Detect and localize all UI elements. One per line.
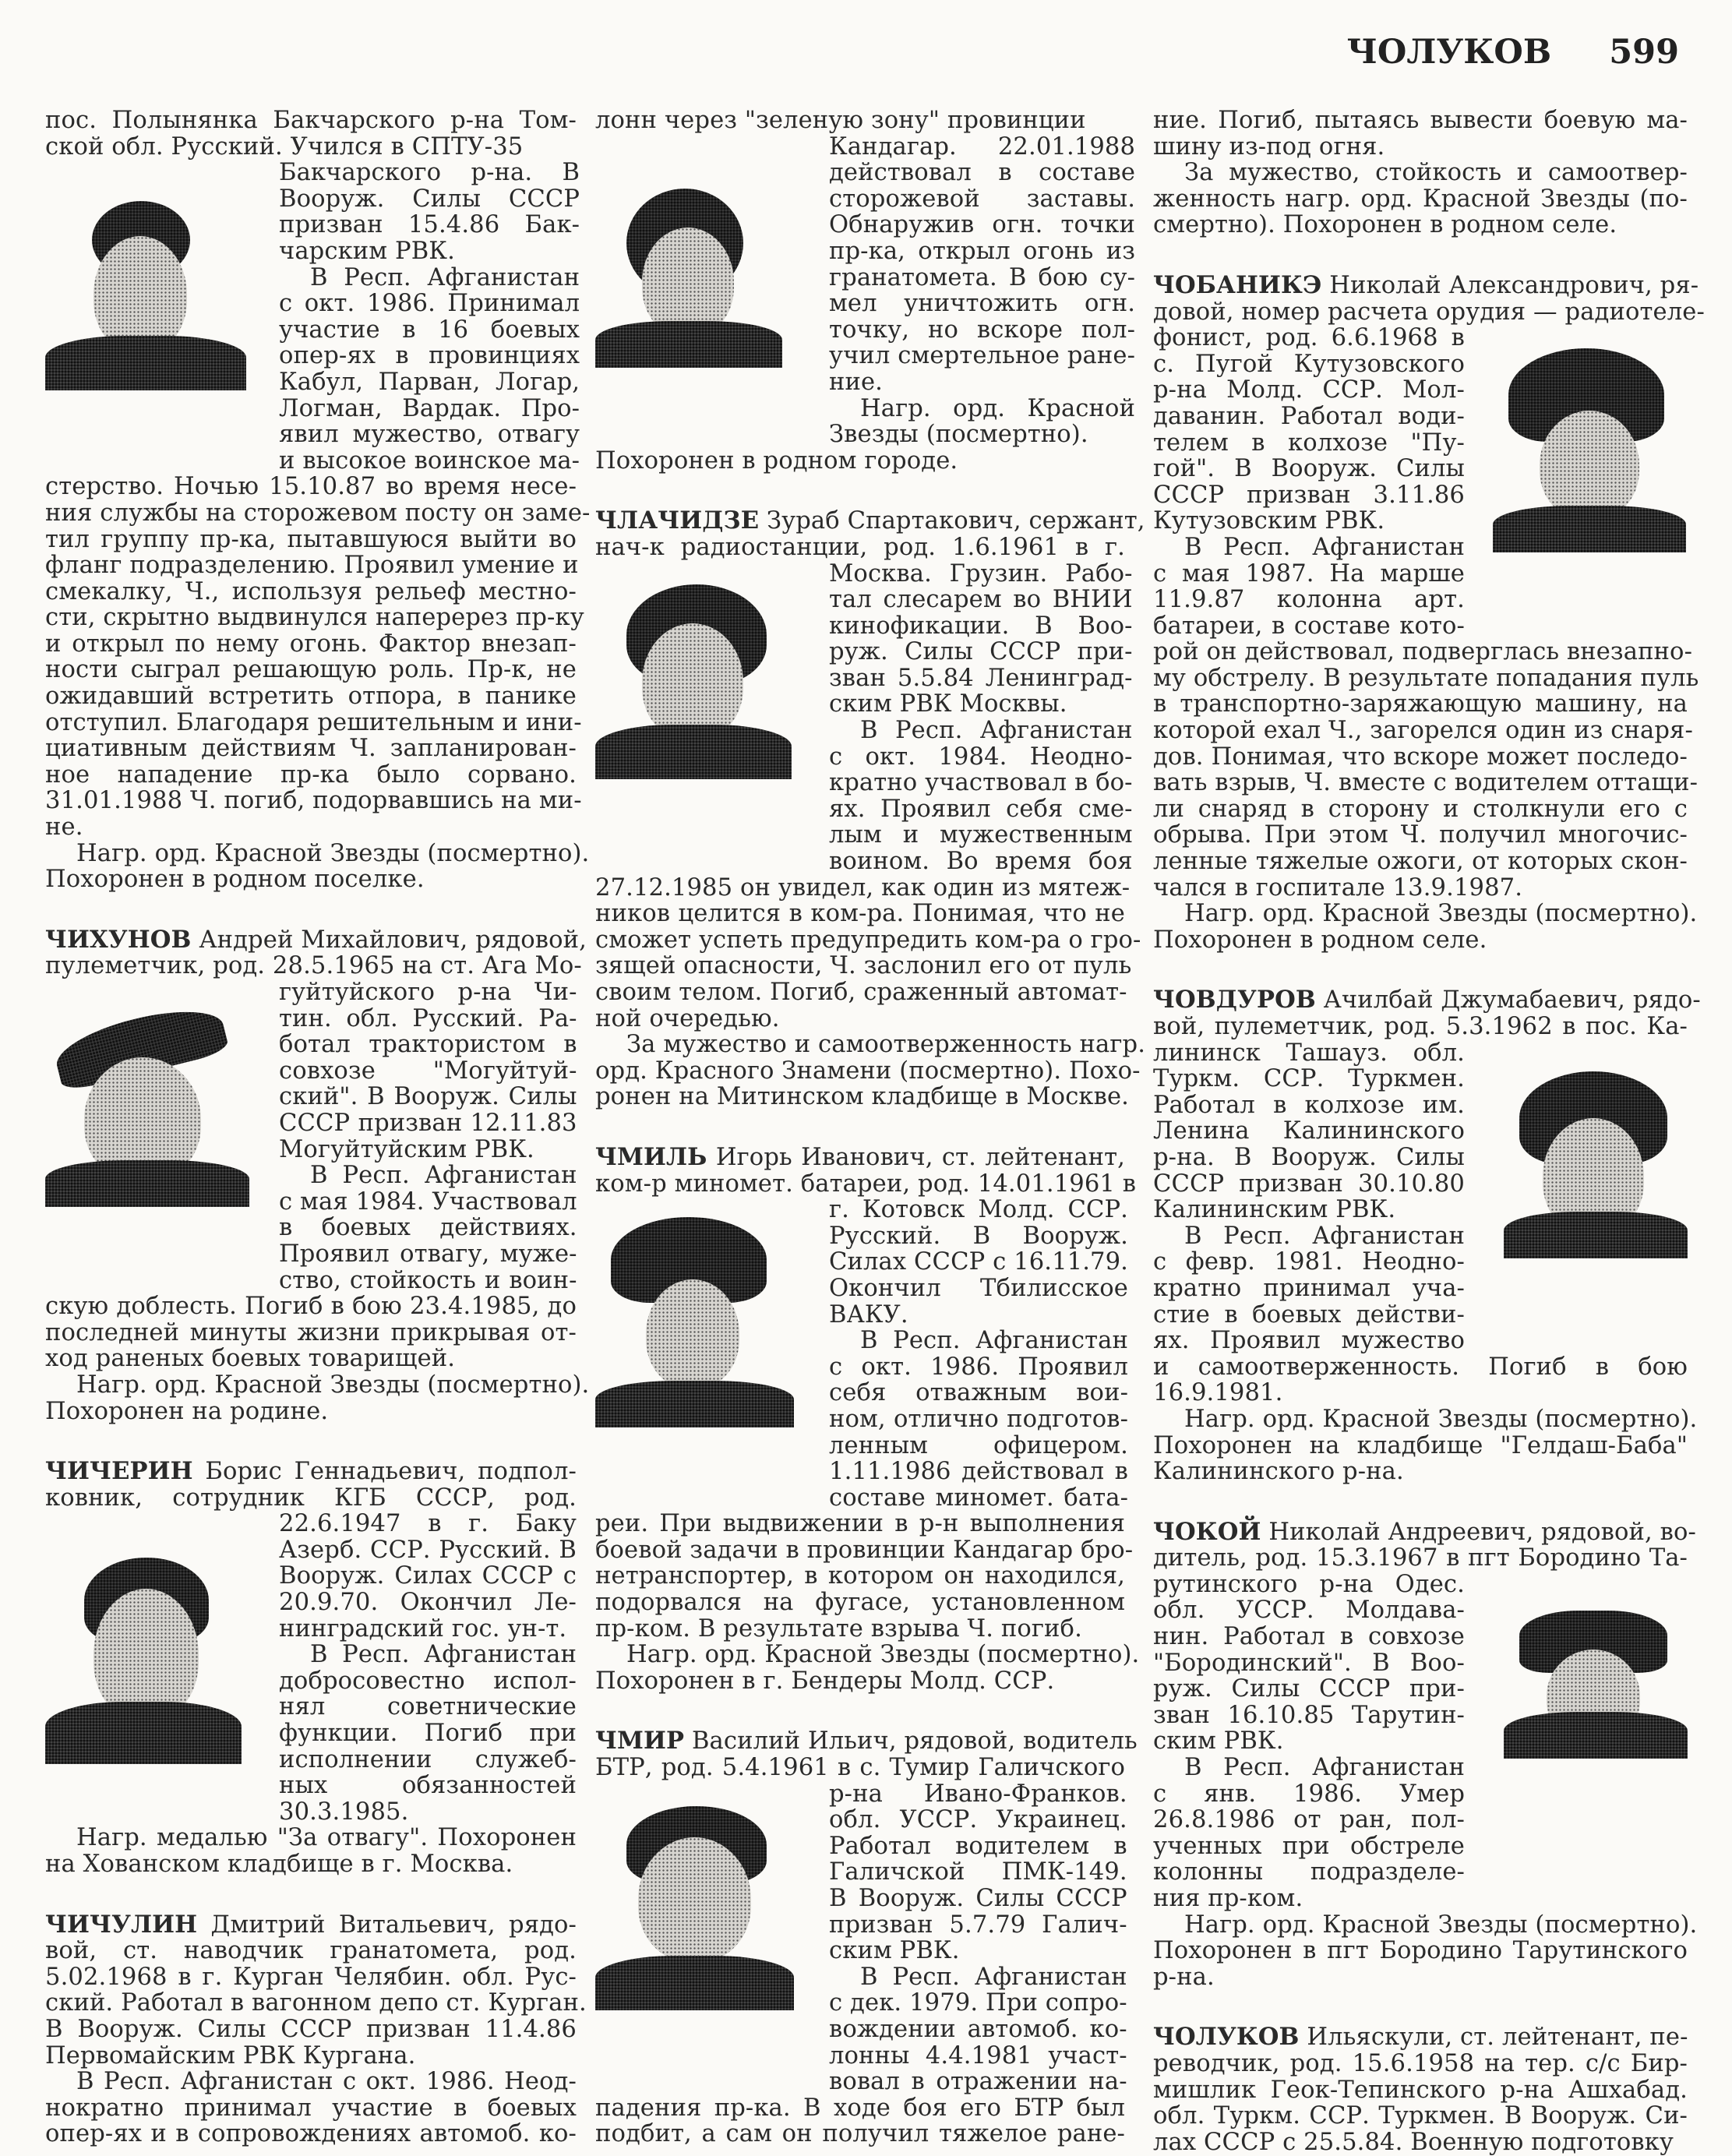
text-line: 26.8.1986 от ран, пол- (1153, 1806, 1465, 1834)
text-line: даванин. Работал води- (1153, 402, 1465, 430)
text-line: составе миномет. бата- (829, 1484, 1129, 1512)
text-line: ния пр-ком. (1153, 1885, 1303, 1912)
text-line: пр-ка, открыл огонь из (829, 237, 1136, 265)
text-line: ЧОКОЙ Николай Андреевич, рядовой, во- (1153, 1517, 1696, 1546)
cont-side (279, 160, 580, 474)
column-1 (45, 107, 591, 2148)
text-line: Нагр. орд. Красной Звезды (посмертно). (1184, 900, 1698, 928)
text-line: Нагр. орд. Красной Звезды (посмертно). (626, 1641, 1140, 1669)
text-line: ние. Погиб, пытаясь вывести боевую ма- (1153, 107, 1688, 134)
text-line: зван 5.5.84 Ленинград- (829, 664, 1133, 692)
entry-cholukov (1153, 2024, 1688, 2155)
text-line: с окт. 1986. Проявил (829, 1353, 1129, 1381)
text-line: 16.9.1981. (1153, 1379, 1283, 1407)
text-line: руж. Силы СССР при- (1153, 1675, 1465, 1703)
text-line: Нагр. орд. Красной Звезды (посмертно). (1184, 1911, 1698, 1939)
text-line: В Респ. Афганистан (1184, 1222, 1465, 1250)
text-line: с янв. 1986. Умер (1153, 1780, 1465, 1808)
text-line: лонны 4.4.1981 участ- (829, 2041, 1127, 2070)
text-line: циативным действиям Ч. запланирован- (45, 735, 577, 763)
text-line: Похоронен в г. Бендеры Молд. ССР. (595, 1667, 1055, 1695)
text-line: Силах СССР с 16.11.79. (829, 1248, 1129, 1276)
text-line: ях. Проявил мужество (1153, 1327, 1465, 1355)
text-line: Кутузовским РВК. (1153, 507, 1385, 535)
text-line: гуйтуйского р-на Чи- (279, 979, 577, 1006)
text-line: Проявил отвагу, муже- (279, 1240, 577, 1268)
entry-surname: ЧЛАЧИДЗЕ (595, 506, 760, 535)
text-line: чарским РВК. (279, 237, 455, 265)
text-line: ных обязанностей (279, 1772, 577, 1800)
entry-chlachidze (595, 506, 1146, 1111)
text-line: В Респ. Афганистан (860, 1963, 1127, 1991)
text-line: обл. Туркм. ССР. Туркмен. В Вооруж. Си- (1153, 2102, 1688, 2130)
text-line: В Респ. Афганистан (860, 717, 1133, 745)
text-line: женность нагр. орд. Красной Звезды (по- (1153, 185, 1688, 213)
text-line: 27.12.1985 он увидел, как один из мятеж- (595, 873, 1131, 902)
text-line: мел уничтожить огн. (829, 290, 1136, 318)
text-line: зван 16.10.85 Тарутин- (1153, 1701, 1465, 1729)
text-line: ленным офицером. (829, 1431, 1129, 1459)
text-line: ной очередью. (595, 1004, 780, 1032)
text-line: в транспортно-заряжающую машину, на (1153, 690, 1688, 718)
text-line: стие в боевых действи- (1153, 1300, 1465, 1329)
text-line: ЧЛАЧИДЗЕ Зураб Спартакович, сержант, (595, 506, 1145, 535)
text-line: Туркм. ССР. Туркмен. (1153, 1065, 1465, 1093)
entry-chmil (595, 1142, 1140, 1695)
text-line: батареи, в составе кото- (1153, 612, 1465, 640)
text-line: реводчик, род. 15.6.1958 на тер. с/с Бир- (1153, 2049, 1688, 2077)
text-line: подбит, а сам он получил тяжелое ране- (595, 2120, 1125, 2148)
text-line: функции. Погиб при (279, 1720, 577, 1748)
text-line: В Респ. Афганистан (1184, 533, 1465, 561)
text-line: ским РВК. (829, 1937, 960, 1965)
text-line: р-на Молд. ССР. Мол- (1153, 376, 1465, 404)
text-line: с окт. 1984. Неодно- (829, 743, 1133, 771)
text-line: ход раненых боевых товарищей. (45, 1345, 456, 1373)
text-line: действовал в составе (829, 159, 1136, 187)
text-line: ство, стойкость и воин- (279, 1266, 577, 1294)
text-line: В Респ. Афганистан (1184, 1754, 1465, 1782)
text-line: ЧМИР Василий Ильич, рядовой, водитель (595, 1727, 1138, 1755)
text-line: обрыва. При этом Ч. получил многочис- (1153, 821, 1688, 849)
text-line: сможет успеть предупредить ком-ра о гро- (595, 926, 1141, 954)
text-line: Калининским РВК. (1153, 1196, 1396, 1224)
text-line: Звезды (посмертно). (829, 421, 1088, 449)
portrait-photo (595, 181, 782, 368)
column-2 (595, 107, 1146, 2148)
entry-chikhunov (45, 925, 590, 1425)
column-3 (1153, 107, 1705, 2156)
text-line: рой он действовал, подверглась внезапно- (1153, 638, 1693, 666)
text-line: и высокое воинское ма- (279, 446, 580, 475)
text-line: р-на. (1153, 1963, 1215, 1991)
cont-bottom (45, 473, 591, 842)
text-line: нин. Работал в совхозе (1153, 1623, 1465, 1651)
text-line: мишлик Геок-Тепинского р-на Ашхабад. (1153, 2076, 1688, 2104)
text-line: дитель, род. 15.3.1967 в пгт Бородино Та- (1153, 1544, 1688, 1572)
text-line: учил смертельное ране- (829, 342, 1136, 370)
running-head (1347, 33, 1679, 72)
text-line: Похоронен в родном селе. (1153, 926, 1487, 954)
text-line: Ленина Калининского (1153, 1117, 1465, 1145)
running-head-surname: ЧОЛУКОВ (1346, 33, 1552, 72)
text-line: с дек. 1979. При сопро- (829, 1989, 1127, 2017)
entry-chovdurov (1153, 986, 1701, 1486)
text-line: ЧИЧУЛИН Дмитрий Витальевич, рядо- (45, 1910, 577, 1939)
text-line: последней минуты жизни прикрывая от- (45, 1318, 577, 1346)
text-line: нократно принимал участие в боевых (45, 2094, 577, 2122)
text-line: лининск Ташауз. обл. (1153, 1039, 1465, 1067)
text-line: орд. Красного Знамени (посмертно). Похо- (595, 1057, 1141, 1085)
text-line: Похоронен на родине. (45, 1397, 329, 1425)
text-line: ский. Работал в вагонном депо ст. Курган. (45, 1989, 587, 2017)
text-line: с. Пугой Кутузовского (1153, 350, 1465, 378)
text-line: Похоронен в родном поселке. (45, 866, 425, 894)
text-line: призван 15.4.86 Бак- (279, 211, 580, 239)
text-line: лонн через "зеленую зону" провинции (595, 107, 1086, 134)
text-line: В Респ. Афганистан (310, 263, 580, 291)
text-line: ученных при обстреле (1153, 1832, 1465, 1860)
text-line: 31.01.1988 Ч. погиб, подорвавшись на ми- (45, 787, 582, 815)
text-line: совхозе "Могуйтуй- (279, 1057, 577, 1085)
entry-chobanike (1153, 270, 1705, 954)
entry-surname: ЧМИР (595, 1727, 685, 1755)
text-line: тил группу пр-ка, пытавшуюся выйти во (45, 525, 577, 553)
text-line: Обнаружив огн. точки (829, 211, 1136, 239)
text-line: лым и мужественным (829, 821, 1133, 849)
text-line: с мая 1984. Участвовал (279, 1187, 577, 1216)
text-line: с мая 1987. На марше (1153, 559, 1465, 588)
text-line: Галичской ПМК-149. (829, 1858, 1127, 1886)
text-line: ное нападение пр-ка было сорвано. (45, 760, 577, 789)
text-line: Могуйтуйским РВК. (279, 1135, 534, 1163)
text-line: на Хованском кладбище в г. Москва. (45, 1851, 513, 1878)
text-line: стерство. Ночью 15.10.87 во время несе- (45, 473, 577, 501)
text-line: В Респ. Афганистан (310, 1162, 577, 1190)
cont-top (1153, 108, 1688, 160)
text-line: Кабул, Парван, Логар, (279, 368, 580, 396)
text-line: руж. Силы СССР при- (829, 638, 1133, 666)
text-line: фланг подразделению. Проявил умение и (45, 552, 579, 580)
text-line: ЧИХУНОВ Андрей Михайлович, рядовой, (45, 925, 587, 954)
entry-continued (45, 107, 591, 894)
text-line: добросовестно испол- (279, 1667, 577, 1695)
text-line: падения пр-ка. В ходе боя его БТР был (595, 2094, 1125, 2122)
portrait-photo (595, 584, 792, 779)
text-line: ский". В Вооруж. Силы (279, 1083, 577, 1111)
text-line: ским РВК. (1153, 1727, 1284, 1755)
portrait-photo (1504, 1611, 1688, 1759)
text-line: В Вооруж. Силы СССР призван 11.4.86 (45, 2015, 577, 2043)
text-line: и открыл по нему огонь. Фактор внезап- (45, 630, 577, 658)
portrait-photo (45, 189, 246, 390)
text-line: Москва. Грузин. Рабо- (829, 559, 1133, 588)
text-line: ЧИЧЕРИН Борис Геннадьевич, подпол- (45, 1457, 577, 1486)
text-line: Бакчарского р-на. В (279, 159, 580, 187)
text-line: подорвался на фугасе, установленном (595, 1589, 1125, 1617)
text-line: Окончил Тбилисское (829, 1274, 1129, 1302)
entry-surname: ЧИЧЕРИН (45, 1457, 193, 1486)
text-line: ников целится в ком-ра. Понимая, что не (595, 900, 1125, 928)
text-line: зящей опасности, Ч. заслонил его от пуль (595, 952, 1132, 980)
cont-award (1153, 160, 1688, 238)
text-line: ской обл. Русский. Учился в СПТУ-35 (45, 132, 524, 161)
text-line: ние. (829, 368, 884, 396)
text-line: Нагр. орд. Красной (860, 394, 1136, 422)
entry-continued (595, 107, 1136, 475)
text-line: телем в колхозе "Пу- (1153, 429, 1465, 457)
text-line: скую доблесть. Погиб в бою 23.4.1985, до (45, 1293, 577, 1321)
text-line: пулеметчик, род. 28.5.1965 на ст. Ага Мо- (45, 952, 582, 980)
text-line: тин. обл. Русский. Ра- (279, 1004, 577, 1032)
text-line: ности сыграл решающую роль. Пр-к, не (45, 656, 577, 684)
text-line: вождении автомоб. ко- (829, 2015, 1127, 2043)
entry-surname: ЧОБАНИКЭ (1153, 270, 1322, 299)
text-line: гранатомета. В бою су- (829, 263, 1136, 291)
text-line: В Вооруж. Силы СССР (829, 1885, 1127, 1912)
text-line: Логман, Вардак. Про- (279, 394, 580, 422)
text-line: Азерб. ССР. Русский. В (279, 1536, 577, 1564)
cont-bottom (595, 448, 1125, 475)
text-line: Первомайским РВК Кургана. (45, 2041, 416, 2070)
text-line: нетранспортер, в котором он находился, (595, 1562, 1125, 1590)
text-line: дов. Понимая, что вскоре может последо- (1153, 743, 1688, 771)
text-line: кинофикации. В Воо- (829, 612, 1133, 640)
text-line: ронен на Митинском кладбище в Москве. (595, 1083, 1130, 1111)
text-line: ния службы на сторожевом посту он заме- (45, 499, 591, 527)
entry-surname: ЧОЛУКОВ (1153, 2023, 1300, 2052)
text-line: ленные тяжелые ожоги, от которых скон- (1153, 848, 1688, 876)
text-line: му обстрелу. В результате попадания пуль (1153, 664, 1699, 692)
text-line: Похоронен в пгт Бородино Тарутинского (1153, 1937, 1688, 1965)
text-line: Вооруж. Силах СССР с (279, 1562, 577, 1590)
text-line: в боевых действиях. (279, 1214, 577, 1242)
text-line: СССР призван 12.11.83 (279, 1109, 577, 1137)
text-line: опер-ях в провинциях (279, 342, 580, 370)
text-line: Русский. В Вооруж. (829, 1222, 1129, 1250)
cont-top (45, 108, 577, 160)
text-line: явил мужество, отвагу (279, 421, 580, 449)
text-line: ВАКУ. (829, 1300, 908, 1329)
portrait-photo (1493, 348, 1686, 552)
text-line: кратно участвовал в бо- (829, 769, 1133, 797)
text-line: нач-к радиостанции, род. 1.6.1961 в г. (595, 533, 1125, 561)
text-line: Калининского р-на. (1153, 1458, 1404, 1486)
portrait-photo (595, 1217, 794, 1427)
text-line: обл. УССР. Молдава- (1153, 1597, 1465, 1625)
cont-award (45, 839, 590, 894)
text-line: нял советнические (279, 1693, 577, 1721)
text-line: обл. УССР. Украинец. (829, 1806, 1127, 1834)
text-line: вовал в отражении на- (829, 2068, 1127, 2096)
text-line: отступил. Благодаря решительным и ини- (45, 708, 582, 736)
text-line: сторожевой заставы. (829, 185, 1136, 213)
entry-surname: ЧОВДУРОВ (1153, 986, 1316, 1014)
text-line: пос. Полынянка Бакчарского р-на Том- (45, 107, 577, 134)
text-line: 11.9.87 колонна арт. (1153, 586, 1465, 614)
portrait-photo (1504, 1071, 1688, 1258)
cont-top (595, 108, 1125, 134)
text-line: ком-р миномет. батареи, род. 14.01.1961 в (595, 1170, 1137, 1198)
text-line: Нагр. орд. Красной Звезды (посмертно). (1184, 1405, 1698, 1433)
entry-chichulin (45, 1910, 587, 2148)
text-line: смекалку, Ч., используя рельеф местно- (45, 577, 577, 605)
text-line: ботал трактористом в (279, 1031, 577, 1059)
text-line: своим телом. Погиб, сраженный автомат- (595, 979, 1127, 1006)
text-line: кратно принимал уча- (1153, 1274, 1465, 1302)
text-line: ЧОЛУКОВ Ильяскули, ст. лейтенант, пе- (1153, 2023, 1688, 2052)
text-line: воином. Во время боя (829, 848, 1133, 876)
text-line: ЧМИЛЬ Игорь Иванович, ст. лейтенант, (595, 1142, 1125, 1171)
text-line: с окт. 1986. Принимал (279, 290, 580, 318)
entry-chicherin (45, 1459, 577, 1878)
text-line: реи. При выдвижении в р-н выполнения (595, 1510, 1125, 1538)
text-line: опер-ях и в сопровождениях автомоб. ко- (45, 2120, 577, 2148)
text-line: участие в 16 боевых (279, 316, 580, 344)
text-line: г. Котовск Молд. ССР. (829, 1196, 1129, 1224)
text-line: фонист, род. 6.6.1968 в (1153, 324, 1465, 352)
cont-side (829, 134, 1135, 448)
entry-chokoi (1153, 1517, 1698, 1991)
portrait-photo (45, 1003, 249, 1207)
text-line: Кандагар. 22.01.1988 (829, 132, 1136, 161)
text-line: боевой задачи в провинции Кандагар бро- (595, 1536, 1134, 1564)
text-line: Нагр. орд. Красной Звезды (посмертно). (76, 1371, 590, 1399)
text-line: ли снаряд в сторону и столкнули его с (1153, 795, 1688, 823)
text-line: и самоотверженность. Погиб в бою (1153, 1353, 1688, 1381)
text-line: с февр. 1981. Неодно- (1153, 1248, 1465, 1276)
text-line: вать взрыв, Ч. вместе с водителем оттащи- (1153, 769, 1698, 797)
portrait-photo (595, 1806, 794, 2010)
text-line: Вооруж. Силы СССР (279, 185, 580, 213)
text-line: За мужество и самоотверженность нагр. (626, 1031, 1146, 1059)
text-line: тал слесарем во ВНИИ (829, 586, 1133, 614)
entry-surname: ЧОКОЙ (1153, 1517, 1261, 1546)
text-line: точку, но вскоре пол- (829, 316, 1136, 344)
text-line: призван 5.7.79 Галич- (829, 1911, 1127, 1939)
text-line: В Респ. Афганистан (860, 1327, 1129, 1355)
text-line: ковник, сотрудник КГБ СССР, род. (45, 1484, 577, 1512)
text-line: Нагр. медалью "За отвагу". Похоронен (76, 1824, 577, 1852)
text-line: Работал водителем в (829, 1832, 1127, 1860)
text-line: довой, номер расчета орудия — радиотеле- (1153, 298, 1705, 326)
text-line: гой". В Вооруж. Силы (1153, 455, 1465, 483)
text-line: 5.02.1968 в г. Курган Челябин. обл. Рус- (45, 1963, 577, 1991)
text-line: Нагр. орд. Красной Звезды (посмертно). (76, 839, 590, 867)
text-line: р-на. В Вооруж. Силы (1153, 1143, 1465, 1171)
entry-chmir (595, 1727, 1138, 2148)
text-line: р-на Ивано-Франков. (829, 1780, 1127, 1808)
text-line: Похоронен на кладбище "Гелдаш-Баба" (1153, 1431, 1688, 1459)
text-line: чался в госпитале 13.9.1987. (1153, 873, 1523, 902)
text-line: ЧОБАНИКЭ Николай Александрович, ря- (1153, 270, 1699, 299)
entry-surname: ЧИЧУЛИН (45, 1910, 198, 1939)
text-line: смертно). Похоронен в родном селе. (1153, 211, 1617, 239)
text-line: которой ехал Ч., загорелся один из снаря- (1153, 717, 1693, 745)
text-line: ном, отлично подготов- (829, 1405, 1129, 1433)
text-line: ЧОВДУРОВ Ачилбай Джумабаевич, рядо- (1153, 986, 1701, 1014)
text-line: В Респ. Афганистан с окт. 1986. Неод- (76, 2068, 577, 2096)
text-line: 30.3.1985. (279, 1798, 409, 1826)
text-line: себя отважным вои- (829, 1379, 1129, 1407)
text-line: вой, ст. наводчик гранатомета, род. (45, 1937, 577, 1965)
text-line: 22.6.1947 в г. Баку (279, 1510, 577, 1538)
text-line: пр-ком. В результате взрыва Ч. погиб. (595, 1614, 1082, 1643)
text-line: ожидавший встретить отпора, в панике (45, 683, 577, 711)
entry-continued (1153, 108, 1688, 238)
text-line: СССР призван 30.10.80 (1153, 1170, 1465, 1198)
text-line: В Респ. Афганистан (310, 1641, 577, 1669)
text-line: нинградский гос. ун-т. (279, 1614, 567, 1643)
text-line: сти, скрытно выдвинулся наперерез пр-ку (45, 604, 584, 632)
text-line: шину из-под огня. (1153, 132, 1385, 161)
text-line: рутинского р-на Одес. (1153, 1570, 1465, 1598)
entry-surname: ЧИХУНОВ (45, 925, 192, 954)
text-line: ским РВК Москвы. (829, 690, 1067, 718)
text-line: "Бородинский". В Воо- (1153, 1649, 1465, 1677)
text-line: За мужество, стойкость и самоотвер- (1184, 159, 1688, 187)
text-line: БТР, род. 5.4.1961 в с. Тумир Галичского (595, 1754, 1125, 1782)
text-line: не. (45, 813, 83, 842)
text-line: ях. Проявил себя сме- (829, 795, 1133, 823)
text-line: колонны подразделе- (1153, 1858, 1465, 1886)
text-line: 1.11.1986 действовал в (829, 1458, 1129, 1486)
text-line: лах СССР с 25.5.84. Военную подготовку (1153, 2128, 1674, 2156)
text-line: Похоронен в родном городе. (595, 446, 958, 475)
text-line: вой, пулеметчик, род. 5.3.1962 в пос. Ка- (1153, 1013, 1688, 1040)
portrait-photo (45, 1558, 242, 1764)
text-line: СССР призван 3.11.86 (1153, 481, 1465, 509)
text-line: исполнении служеб- (279, 1745, 577, 1773)
entry-surname: ЧМИЛЬ (595, 1142, 707, 1171)
text-line: 20.9.70. Окончил Ле- (279, 1589, 577, 1617)
text-line: Работал в колхозе им. (1153, 1091, 1465, 1119)
page-number: 599 (1609, 33, 1679, 72)
